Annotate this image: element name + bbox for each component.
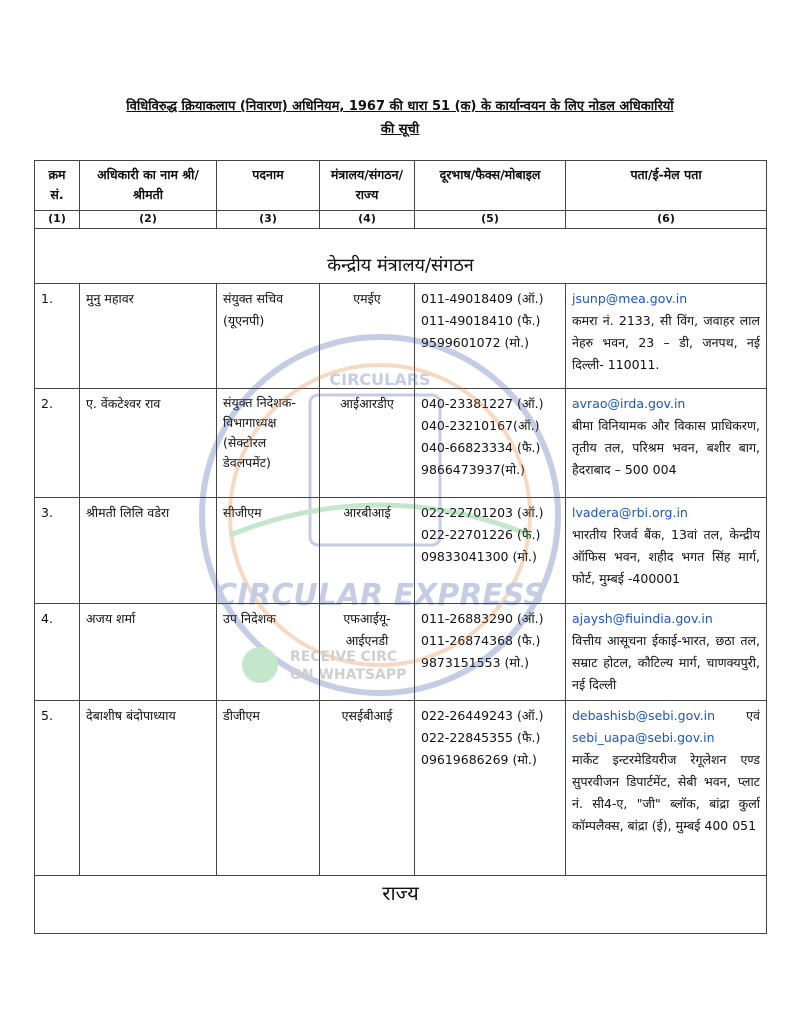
column-number: (4) <box>320 211 415 229</box>
organisation: एसईबीआई <box>320 701 415 876</box>
address-cell <box>566 604 767 701</box>
serial-number: 5. <box>35 701 80 876</box>
mobile-number: 9866473937(मो.) <box>421 462 525 477</box>
column-number: (6) <box>566 211 767 229</box>
email-line <box>572 705 760 727</box>
fax-number: 011-49018410 (फै.) <box>421 313 541 328</box>
watermark-brand: CIRCULAR EXPRESS <box>215 578 545 613</box>
section-row-states <box>35 876 767 934</box>
postal-address: बीमा विनियामक और विकास प्राधिकरण, तृतीय तल, परिश्रम भवन, बशीर बाग, हैदराबाद – 500 004 <box>572 418 760 477</box>
phone-number: 040-23210167(ऑ.) <box>421 418 540 433</box>
email-link[interactable]: ajaysh@fiuindia.gov.in <box>572 611 713 626</box>
table-row <box>35 604 767 701</box>
table-row <box>35 389 767 498</box>
header-phone: दूरभाष/फैक्स/मोबाइल <box>415 161 566 211</box>
fax-number: 040-66823334 (फै.) <box>421 440 541 455</box>
phone-number: 022-22701203 (ऑ.) <box>421 505 544 520</box>
header-designation: पदनाम <box>217 161 320 211</box>
organisation: आरबीआई <box>320 498 415 604</box>
officer-name: अजय शर्मा <box>80 604 217 701</box>
header-sno: क्रम सं. <box>35 161 80 211</box>
section-heading-states: राज्य <box>35 876 767 934</box>
email-link[interactable]: lvadera@rbi.org.in <box>572 505 688 520</box>
organisation: आईआरडीए <box>320 389 415 498</box>
email-link[interactable]: sebi_uapa@sebi.gov.in <box>572 730 715 745</box>
section-heading-central: केन्द्रीय मंत्रालय/संगठन <box>35 229 767 284</box>
address-cell <box>566 498 767 604</box>
phone-number: 040-23381227 (ऑ.) <box>421 396 544 411</box>
serial-number: 4. <box>35 604 80 701</box>
fax-number: 011-26874368 (फै.) <box>421 633 541 648</box>
designation: डीजीएम <box>217 701 320 876</box>
phone-number: 022-26449243 (ऑ.) <box>421 708 544 723</box>
phone-number: 011-26883290 (ऑ.) <box>421 611 544 626</box>
designation: संयुक्त सचिव (यूएनपी) <box>217 284 320 389</box>
watermark-ring-text: CIRCULARS <box>329 370 431 389</box>
serial-number: 3. <box>35 498 80 604</box>
header-address: पता/ई-मेल पता <box>566 161 767 211</box>
fax-number: 022-22845355 (फै.) <box>421 730 541 745</box>
phone-cell <box>415 284 566 389</box>
header-name: अधिकारी का नाम श्री/श्रीमती <box>80 161 217 211</box>
postal-address: भारतीय रिजर्व बैंक, 13वां तल, केन्द्रीय ऑफिस भवन, शहीद भगत सिंह मार्ग, फोर्ट, मुम्बई -400001 <box>572 527 760 586</box>
table-row <box>35 284 767 389</box>
phone-cell <box>415 389 566 498</box>
column-number-row <box>35 211 767 229</box>
officer-name: मुनु महावर <box>80 284 217 389</box>
mobile-number: 9599601072 (मो.) <box>421 335 529 350</box>
email-joiner: एवं <box>746 708 760 723</box>
organisation: एमईए <box>320 284 415 389</box>
column-number: (3) <box>217 211 320 229</box>
serial-number: 2. <box>35 389 80 498</box>
fax-number: 022-22701226 (फै.) <box>421 527 541 542</box>
officer-name: श्रीमती लिलि वडेरा <box>80 498 217 604</box>
designation: सीजीएम <box>217 498 320 604</box>
phone-cell <box>415 498 566 604</box>
serial-number: 1. <box>35 284 80 389</box>
phone-cell <box>415 604 566 701</box>
document-title-line2: की सूची <box>380 122 420 137</box>
postal-address: वित्तीय आसूचना ईकाई-भारत, छठा तल, सम्राट होटल, कौटिल्य मार्ग, चाणक्यपुरी, नई दिल्ली <box>572 633 760 692</box>
table-row <box>35 498 767 604</box>
postal-address: कमरा नं. 2133, सी विंग, जवाहर लाल नेहरु भवन, 23 – डी, जनपथ, नई दिल्ली- 110011. <box>572 313 760 372</box>
header-org: मंत्रालय/संगठन/ राज्य <box>320 161 415 211</box>
officer-name: ए. वेंकटेश्वर राव <box>80 389 217 498</box>
email-link[interactable]: jsunp@mea.gov.in <box>572 291 688 306</box>
document-title: विधिविरुद्ध क्रियाकलाप (निवारण) अधिनियम, 1967 की धारा 51 (क) के कार्यान्वयन के लिए नोडल अधिकारियों <box>126 99 674 114</box>
table-row <box>35 701 767 876</box>
nodal-officers-table <box>34 160 767 934</box>
organisation: एफआईयू-आईएनडी <box>320 604 415 701</box>
column-number: (1) <box>35 211 80 229</box>
watermark-whatsapp-line2: ON WHATSAPP <box>290 667 407 683</box>
designation: उप निदेशक <box>217 604 320 701</box>
phone-cell <box>415 701 566 876</box>
officer-name: देबाशीष बंदोपाध्याय <box>80 701 217 876</box>
address-cell <box>566 284 767 389</box>
column-number: (2) <box>80 211 217 229</box>
designation: संयुक्त निदेशक-विभागाध्यक्ष (सेक्टोरल डेवलपमेंट) <box>217 389 320 498</box>
mobile-number: 9873151553 (मो.) <box>421 655 529 670</box>
email-link[interactable]: avrao@irda.gov.in <box>572 396 686 411</box>
column-number: (5) <box>415 211 566 229</box>
email-link[interactable]: debashisb@sebi.gov.in <box>572 708 716 723</box>
mobile-number: 09619686269 (मो.) <box>421 752 537 767</box>
address-cell <box>566 389 767 498</box>
phone-number: 011-49018409 (ऑ.) <box>421 291 544 306</box>
watermark-whatsapp-line1: RECEIVE CIRC <box>290 649 398 665</box>
address-cell <box>566 701 767 876</box>
mobile-number: 09833041300 (मो.) <box>421 549 537 564</box>
section-row-central <box>35 229 767 284</box>
postal-address: मार्केट इन्टरमेडियरीज रेगूलेशन एण्ड सुपरवीजन डिपार्टमेंट, सेबी भवन, प्लाट नं. सी4-ए, "जी" ब्लॉक, बांद्रा कुर्ला कॉम्पलैक्स, बांद्रा (ई), मुम्बई 400 051 <box>572 752 760 833</box>
header-row <box>35 161 767 211</box>
